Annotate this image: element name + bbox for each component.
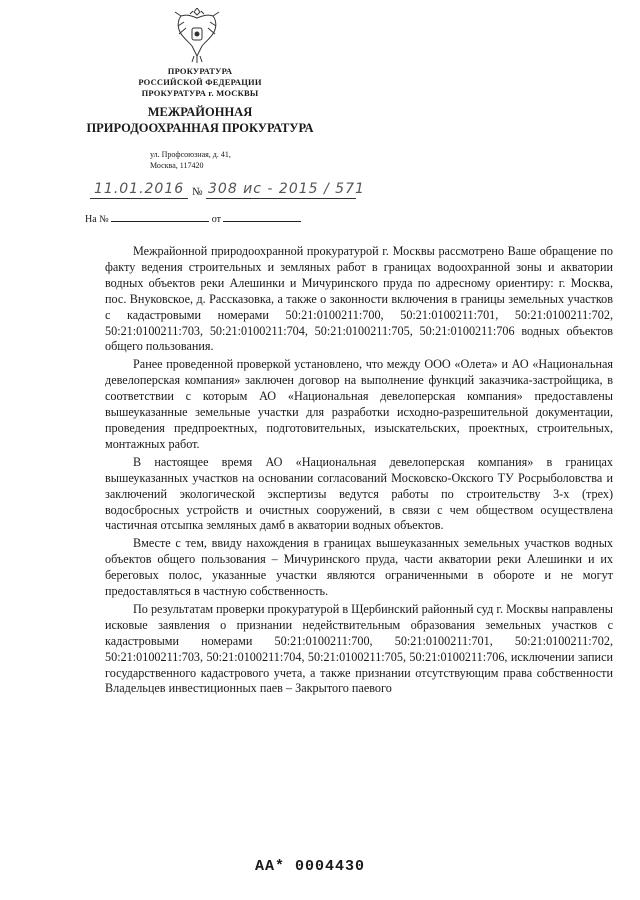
registration-date: 11.01.2016 — [94, 181, 185, 197]
org-line-2: РОССИЙСКОЙ ФЕДЕРАЦИИ — [138, 77, 262, 87]
dept-line-2: ПРИРОДООХРАННАЯ ПРОКУРАТУРА — [86, 121, 314, 135]
paragraph: По результатам проверки прокуратурой в Щербинский районный суд г. Москвы направлены исковые заявления о признании недействительным образования земельных участков с кадастровыми номерами 50:21:0100211:700, 50:21:0100211:701, 50:21:0100211:702, 50:21:0100211:703, 50:21:0100211:704, 50:21:0100211:705, 50:21:0100211:706, исключении записи государственного кадастрового учета, а также признании отсутствующим права собственности Владельцев инвестиционных паев – Закрытого паевого — [105, 601, 613, 696]
paragraph: Ранее проведенной проверкой установлено, что между ООО «Олета» и АО «Национальная девелоперская компания» заключен договор на выполнение функций заказчика-застройщика, в соответствии с которым АО «Национальная девелоперская компания» предоставлены вышеуказанные земельные участки для разработки исходно-разрешительной документации, проведения предпроектных, подготовительных, изыскательских, проектных, строительных, монтажных работ. — [105, 357, 613, 451]
letter-body — [105, 244, 613, 699]
form-serial-number: АА* 0004430 — [255, 858, 366, 875]
org-line-3: ПРОКУРАТУРА г. МОСКВЫ — [141, 88, 259, 98]
org-line-1: ПРОКУРАТУРА — [167, 66, 233, 76]
paragraph: Межрайонной природоохранной прокуратурой г. Москвы рассмотрено Ваше обращение по факту ведения строительных и земляных работ в границах водоохранной зоны и акватории водных объектов реки Алешинки и Мичуринского пруда по адресному ориентиру: г. Москва, пос. Внуковское, д. Рассказовка, а также о законности включения в границы земельных участков с кадастровыми номерами 50:21:0100211:700, 50:21:0100211:701, 50:21:0100211:702, 50:21:0100211:703, 50:21:0100211:704, 50:21:0100211:705, 50:21:0100211:706 водных объектов общего пользования. — [105, 244, 613, 354]
paragraph: Вместе с тем, ввиду нахождения в границах вышеуказанных земельных участков водных объектов общего пользования – Мичуринского пруда, части акватории реки Алешинки и их береговых полос, указанные участки являются ограниченными в обороте и не могут предоставляться в частную собственность. — [105, 536, 613, 599]
number-sign: № — [192, 186, 203, 198]
coat-of-arms-icon — [172, 8, 222, 64]
reference-label: На № — [85, 214, 109, 225]
address-line-1: ул. Профсоюзная, д. 41, — [150, 150, 231, 159]
reference-line — [85, 212, 301, 225]
dept-line-1: МЕЖРАЙОННАЯ — [147, 105, 253, 119]
reference-from-label: от — [211, 214, 221, 225]
paragraph: В настоящее время АО «Национальная девелоперская компания» в границах вышеуказанных участков на основании согласований Московско-Окского ТУ Росрыболовства и заключений экологической экспертизы ведутся работы по строительству 3-х (трех) водосбросных устройств и очистных сооружений, в связи с чем обществом осуществлена частичная отсыпка земляных дамб в акватории водных объектов. — [105, 454, 613, 533]
registration-line — [90, 178, 390, 204]
address-line-2: Москва, 117420 — [150, 161, 204, 170]
registration-number: 308 ис - 2015 / 571 — [208, 181, 365, 197]
